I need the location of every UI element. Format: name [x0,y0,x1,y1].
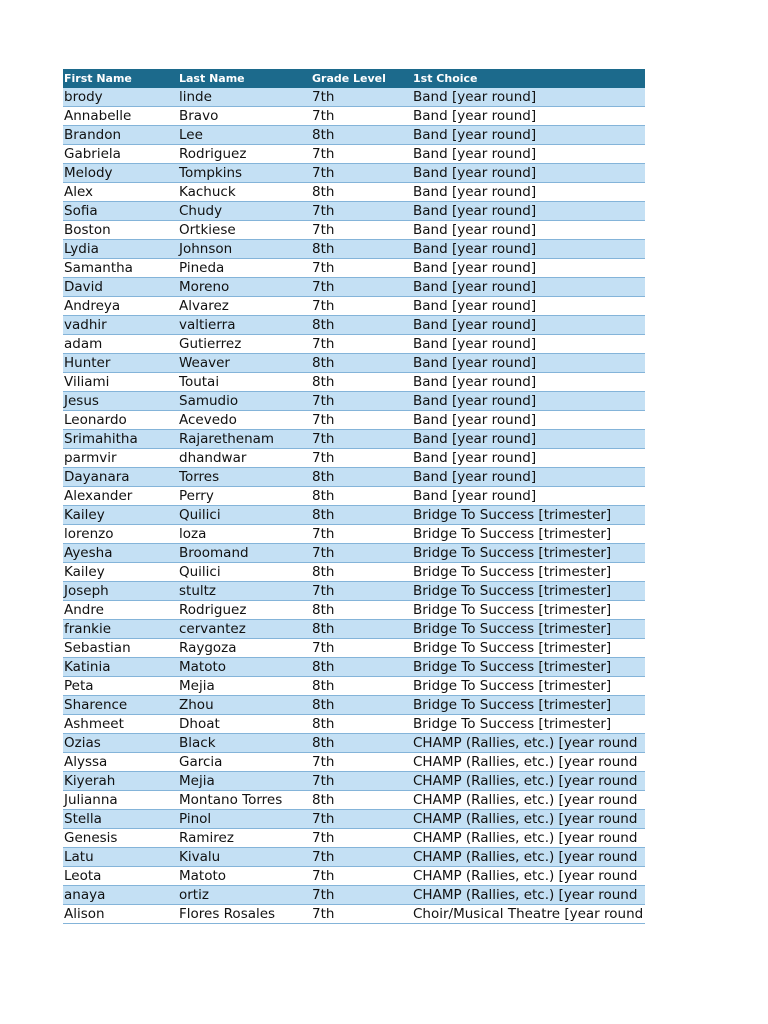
first-choice-cell: CHAMP (Rallies, etc.) [year round [412,810,645,829]
last-name-cell: Quilici [178,563,311,582]
table-row [63,107,645,126]
first-name-cell: frankie [63,620,178,639]
table-row [63,886,645,905]
last-name-cell: Raygoza [178,639,311,658]
last-name-cell: Black [178,734,311,753]
first-choice-cell: Band [year round] [412,221,645,240]
table-row [63,126,645,145]
first-name-cell: Boston [63,221,178,240]
first-choice-cell: CHAMP (Rallies, etc.) [year round [412,734,645,753]
last-name-cell: Ortkiese [178,221,311,240]
last-name-cell: Toutai [178,373,311,392]
table-row [63,525,645,544]
first-name-cell: Viliami [63,373,178,392]
grade-level-cell: 7th [311,772,412,791]
table-row [63,867,645,886]
first-name-cell: Joseph [63,582,178,601]
last-name-cell: Perry [178,487,311,506]
last-name-cell: Broomand [178,544,311,563]
last-name-cell: Tompkins [178,164,311,183]
grade-level-cell: 7th [311,164,412,183]
first-name-cell: lorenzo [63,525,178,544]
table-row [63,848,645,867]
grade-level-cell: 7th [311,88,412,107]
first-name-cell: Andre [63,601,178,620]
first-choice-cell: CHAMP (Rallies, etc.) [year round [412,772,645,791]
first-name-cell: Sofia [63,202,178,221]
table-row [63,411,645,430]
table-body [63,88,645,924]
table-row [63,829,645,848]
grade-level-cell: 7th [311,810,412,829]
first-name-cell: anaya [63,886,178,905]
first-name-cell: Brandon [63,126,178,145]
first-choice-cell: Band [year round] [412,316,645,335]
first-choice-cell: Bridge To Success [trimester] [412,563,645,582]
last-name-cell: Flores Rosales [178,905,311,924]
first-name-cell: Gabriela [63,145,178,164]
last-name-cell: Chudy [178,202,311,221]
table-row [63,582,645,601]
first-choice-cell: Band [year round] [412,468,645,487]
first-choice-cell: Band [year round] [412,202,645,221]
table-row [63,601,645,620]
first-choice-cell: Bridge To Success [trimester] [412,696,645,715]
last-name-cell: Alvarez [178,297,311,316]
first-choice-cell: Band [year round] [412,373,645,392]
header-1st-choice: 1st Choice [412,69,645,88]
grade-level-cell: 7th [311,202,412,221]
student-choice-table [63,69,645,924]
first-choice-cell: CHAMP (Rallies, etc.) [year round [412,848,645,867]
last-name-cell: Matoto [178,658,311,677]
first-choice-cell: Band [year round] [412,411,645,430]
last-name-cell: loza [178,525,311,544]
first-name-cell: Sebastian [63,639,178,658]
grade-level-cell: 7th [311,107,412,126]
grade-level-cell: 7th [311,886,412,905]
first-name-cell: Alex [63,183,178,202]
first-choice-cell: Band [year round] [412,88,645,107]
last-name-cell: cervantez [178,620,311,639]
table-row [63,791,645,810]
grade-level-cell: 8th [311,696,412,715]
first-choice-cell: Band [year round] [412,392,645,411]
last-name-cell: Johnson [178,240,311,259]
grade-level-cell: 7th [311,829,412,848]
last-name-cell: Montano Torres [178,791,311,810]
first-choice-cell: Band [year round] [412,487,645,506]
last-name-cell: Gutierrez [178,335,311,354]
first-choice-cell: Bridge To Success [trimester] [412,658,645,677]
first-name-cell: Leota [63,867,178,886]
last-name-cell: Mejia [178,772,311,791]
last-name-cell: Rodriguez [178,145,311,164]
header-grade-level: Grade Level [311,69,412,88]
grade-level-cell: 8th [311,506,412,525]
first-choice-cell: Bridge To Success [trimester] [412,620,645,639]
last-name-cell: Dhoat [178,715,311,734]
grade-level-cell: 7th [311,905,412,924]
first-choice-cell: Bridge To Success [trimester] [412,677,645,696]
first-choice-cell: Band [year round] [412,278,645,297]
grade-level-cell: 8th [311,601,412,620]
grade-level-cell: 8th [311,563,412,582]
grade-level-cell: 8th [311,487,412,506]
grade-level-cell: 7th [311,848,412,867]
first-choice-cell: CHAMP (Rallies, etc.) [year round [412,791,645,810]
grade-level-cell: 8th [311,240,412,259]
first-name-cell: Alexander [63,487,178,506]
table-row [63,164,645,183]
table-row [63,88,645,107]
first-name-cell: Ashmeet [63,715,178,734]
spreadsheet-table-container [63,69,645,924]
first-name-cell: Kiyerah [63,772,178,791]
last-name-cell: Kivalu [178,848,311,867]
grade-level-cell: 7th [311,411,412,430]
table-row [63,202,645,221]
last-name-cell: Samudio [178,392,311,411]
first-choice-cell: Band [year round] [412,430,645,449]
grade-level-cell: 7th [311,867,412,886]
table-row [63,278,645,297]
grade-level-cell: 8th [311,734,412,753]
first-name-cell: David [63,278,178,297]
last-name-cell: linde [178,88,311,107]
last-name-cell: Weaver [178,354,311,373]
first-name-cell: parmvir [63,449,178,468]
last-name-cell: Quilici [178,506,311,525]
first-choice-cell: Bridge To Success [trimester] [412,601,645,620]
first-name-cell: Ozias [63,734,178,753]
first-name-cell: Genesis [63,829,178,848]
first-choice-cell: Bridge To Success [trimester] [412,525,645,544]
last-name-cell: Rajarethenam [178,430,311,449]
last-name-cell: Moreno [178,278,311,297]
first-name-cell: Kailey [63,506,178,525]
grade-level-cell: 8th [311,715,412,734]
first-choice-cell: CHAMP (Rallies, etc.) [year round [412,829,645,848]
first-name-cell: Katinia [63,658,178,677]
last-name-cell: Matoto [178,867,311,886]
header-last-name: Last Name [178,69,311,88]
first-name-cell: Annabelle [63,107,178,126]
grade-level-cell: 7th [311,753,412,772]
table-row [63,506,645,525]
first-choice-cell: Choir/Musical Theatre [year round [413,906,644,922]
last-name-cell: Garcia [178,753,311,772]
first-name-cell: Kailey [63,563,178,582]
last-name-cell: stultz [178,582,311,601]
first-choice-cell: Bridge To Success [trimester] [412,715,645,734]
last-name-cell: Zhou [178,696,311,715]
last-name-cell: Kachuck [178,183,311,202]
grade-level-cell: 7th [311,145,412,164]
first-choice-cell: Band [year round] [412,164,645,183]
grade-level-cell: 7th [311,639,412,658]
first-choice-cell: Bridge To Success [trimester] [412,582,645,601]
table-row [63,221,645,240]
first-name-cell: Samantha [63,259,178,278]
table-row [63,810,645,829]
grade-level-cell: 8th [311,316,412,335]
table-row [63,544,645,563]
last-name-cell: Ramirez [178,829,311,848]
table-row [63,734,645,753]
first-choice-cell: Band [year round] [412,259,645,278]
last-name-cell: Lee [178,126,311,145]
first-name-cell: brody [63,88,178,107]
table-row [63,354,645,373]
table-row [63,316,645,335]
last-name-cell: Rodriguez [178,601,311,620]
first-name-cell: Dayanara [63,468,178,487]
first-name-cell: Alyssa [63,753,178,772]
first-choice-cell: Band [year round] [412,145,645,164]
first-name-cell: vadhir [63,316,178,335]
first-name-cell: Melody [63,164,178,183]
table-row [63,487,645,506]
first-choice-cell: Bridge To Success [trimester] [412,639,645,658]
grade-level-cell: 7th [311,297,412,316]
first-name-cell: Alison [63,905,178,924]
table-row [63,905,645,924]
grade-level-cell: 7th [311,221,412,240]
grade-level-cell: 8th [311,183,412,202]
table-row [63,620,645,639]
first-name-cell: Jesus [63,392,178,411]
grade-level-cell: 8th [311,791,412,810]
table-row [63,145,645,164]
grade-level-cell: 8th [311,620,412,639]
first-choice-cell: Band [year round] [412,126,645,145]
grade-level-cell: 7th [311,449,412,468]
grade-level-cell: 7th [311,259,412,278]
table-row [63,468,645,487]
first-choice-cell: Band [year round] [412,107,645,126]
first-name-cell: Ayesha [63,544,178,563]
grade-level-cell: 7th [311,278,412,297]
grade-level-cell: 7th [311,335,412,354]
first-choice-cell: CHAMP (Rallies, etc.) [year round [412,867,645,886]
first-choice-cell: Band [year round] [412,335,645,354]
first-choice-cell: Band [year round] [412,449,645,468]
last-name-cell: Bravo [178,107,311,126]
table-row [63,335,645,354]
last-name-cell: Pineda [178,259,311,278]
table-row [63,392,645,411]
grade-level-cell: 7th [311,525,412,544]
grade-level-cell: 8th [311,373,412,392]
first-name-cell: Latu [63,848,178,867]
table-row [63,696,645,715]
last-name-cell: Mejia [178,677,311,696]
table-row [63,240,645,259]
last-name-cell: valtierra [178,316,311,335]
first-name-cell: Leonardo [63,411,178,430]
first-name-cell: Stella [63,810,178,829]
grade-level-cell: 7th [311,430,412,449]
first-choice-cell: Bridge To Success [trimester] [412,544,645,563]
first-name-cell: Hunter [63,354,178,373]
last-name-cell: Acevedo [178,411,311,430]
first-choice-cell: Band [year round] [412,183,645,202]
first-name-cell: Sharence [63,696,178,715]
first-name-cell: Andreya [63,297,178,316]
table-row [63,259,645,278]
first-choice-cell: CHAMP (Rallies, etc.) [year round [412,753,645,772]
grade-level-cell: 8th [311,126,412,145]
grade-level-cell: 8th [311,354,412,373]
last-name-cell: Torres [178,468,311,487]
table-row [63,430,645,449]
last-name-cell: dhandwar [178,449,311,468]
table-row [63,772,645,791]
grade-level-cell: 7th [311,544,412,563]
header-first-name: First Name [63,69,178,88]
table-row [63,563,645,582]
header-row [63,69,645,88]
grade-level-cell: 7th [311,582,412,601]
first-name-cell: adam [63,335,178,354]
table-row [63,639,645,658]
first-name-cell: Julianna [63,791,178,810]
first-choice-cell: Band [year round] [412,354,645,373]
table-row [63,449,645,468]
grade-level-cell: 8th [311,677,412,696]
table-row [63,373,645,392]
last-name-cell: ortiz [178,886,311,905]
first-name-cell: Peta [63,677,178,696]
table-row [63,753,645,772]
table-row [63,183,645,202]
grade-level-cell: 7th [311,392,412,411]
first-choice-cell: CHAMP (Rallies, etc.) [year round [412,886,645,905]
first-choice-cell: Band [year round] [412,240,645,259]
table-row [63,677,645,696]
grade-level-cell: 8th [311,468,412,487]
table-row [63,297,645,316]
last-name-cell: Pinol [178,810,311,829]
first-name-cell: Srimahitha [63,430,178,449]
first-choice-cell: Band [year round] [412,297,645,316]
grade-level-cell: 8th [311,658,412,677]
table-row [63,715,645,734]
first-choice-cell: Bridge To Success [trimester] [412,506,645,525]
table-row [63,658,645,677]
first-name-cell: Lydia [63,240,178,259]
